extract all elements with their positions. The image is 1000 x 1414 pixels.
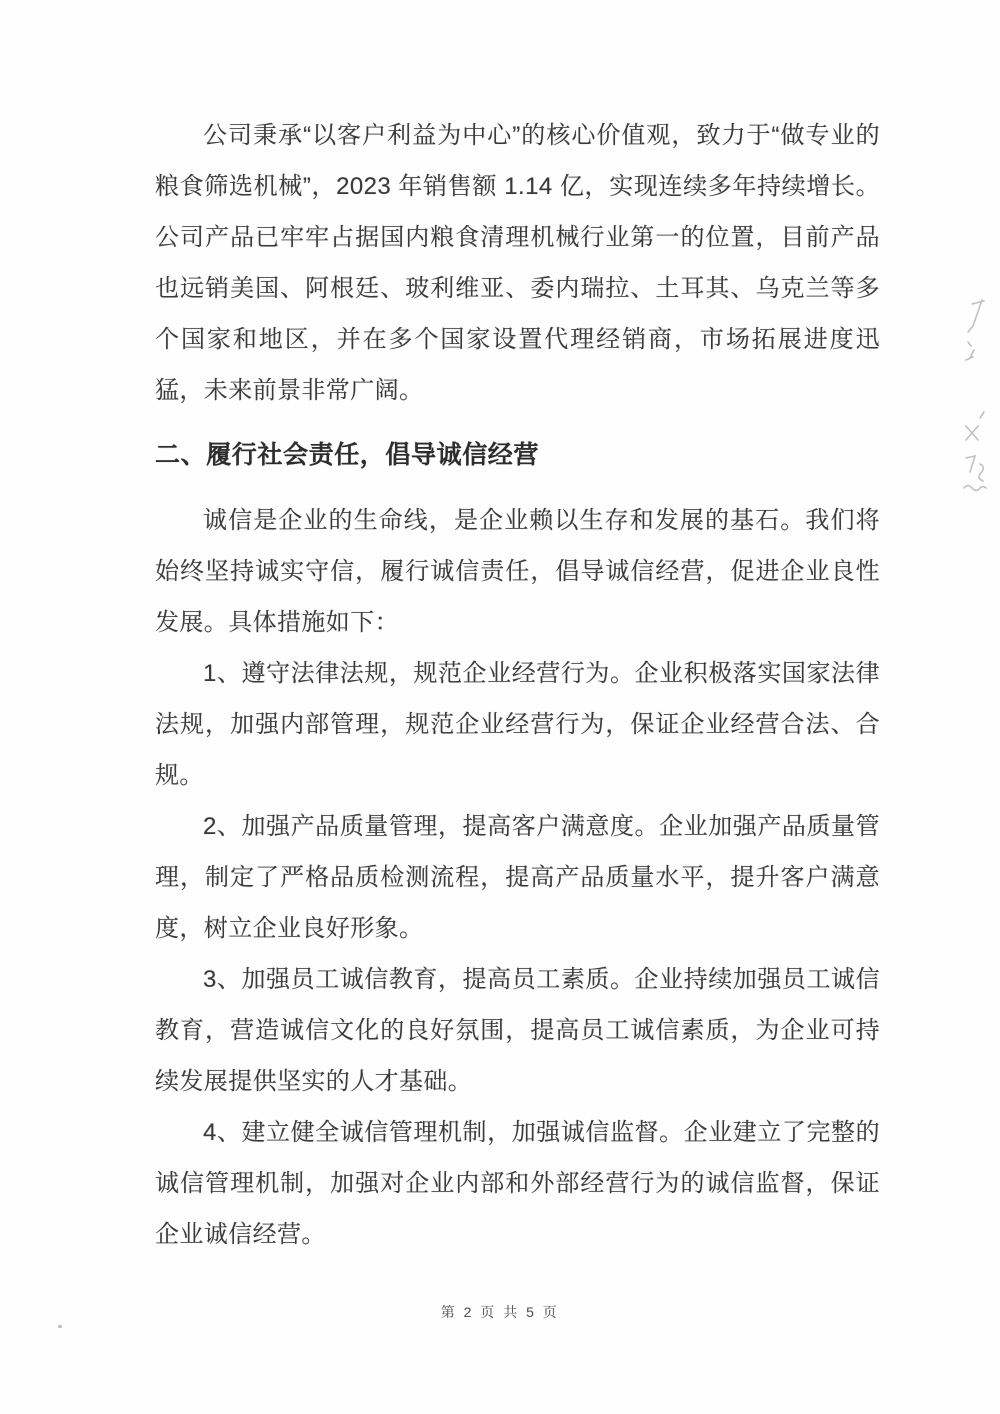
document-body (155, 110, 880, 1260)
page-number-footer: 第 2 页 共 5 页 (440, 1304, 560, 1320)
measure-item-1: 1、遵守法律法规，规范企业经营行为。企业积极落实国家法律法规，加强内部管理，规范企业经营行为，保证企业经营合法、合规。 (155, 660, 880, 789)
measures-list (155, 648, 880, 1260)
section-heading: 二、履行社会责任，倡导诚信经营 (155, 441, 540, 469)
measure-item-2: 2、加强产品质量管理，提高客户满意度。企业加强产品质量管理，制定了严格品质检测流程，提高产品质量水平，提升客户满意度，树立企业良好形象。 (155, 813, 880, 942)
measure-item-3: 3、加强员工诚信教育，提高员工素质。企业持续加强员工诚信教育，营造诚信文化的良好氛围，提高员工诚信素质，为企业可持续发展提供坚实的人才基础。 (155, 966, 880, 1095)
measure-item-4: 4、建立健全诚信管理机制，加强诚信监督。企业建立了完整的诚信管理机制，加强对企业内部和外部经营行为的诚信监督，保证企业诚信经营。 (155, 1119, 880, 1248)
intro-paragraph: 公司秉承“以客户利益为中心”的核心价值观，致力于“做专业的粮食筛选机械”，2023 年销售额 1.14 亿，实现连续多年持续增长。公司产品已牢牢占据国内粮食清理机械行业第一的位置，目前产品也远销美国、阿根廷、玻利维亚、委内瑞拉、土耳其、乌克兰等多个国家和地区，并在多个国家设置代理经销商，市场拓展进度迅猛，未来前景非常广阔。 (155, 122, 880, 404)
section-intro-paragraph: 诚信是企业的生命线，是企业赖以生存和发展的基石。我们将始终坚持诚实守信，履行诚信责任，倡导诚信经营，促进企业良性发展。具体措施如下： (155, 507, 880, 636)
scan-speck-artifact (58, 1325, 62, 1328)
handwriting-scan-artifact (952, 298, 996, 498)
